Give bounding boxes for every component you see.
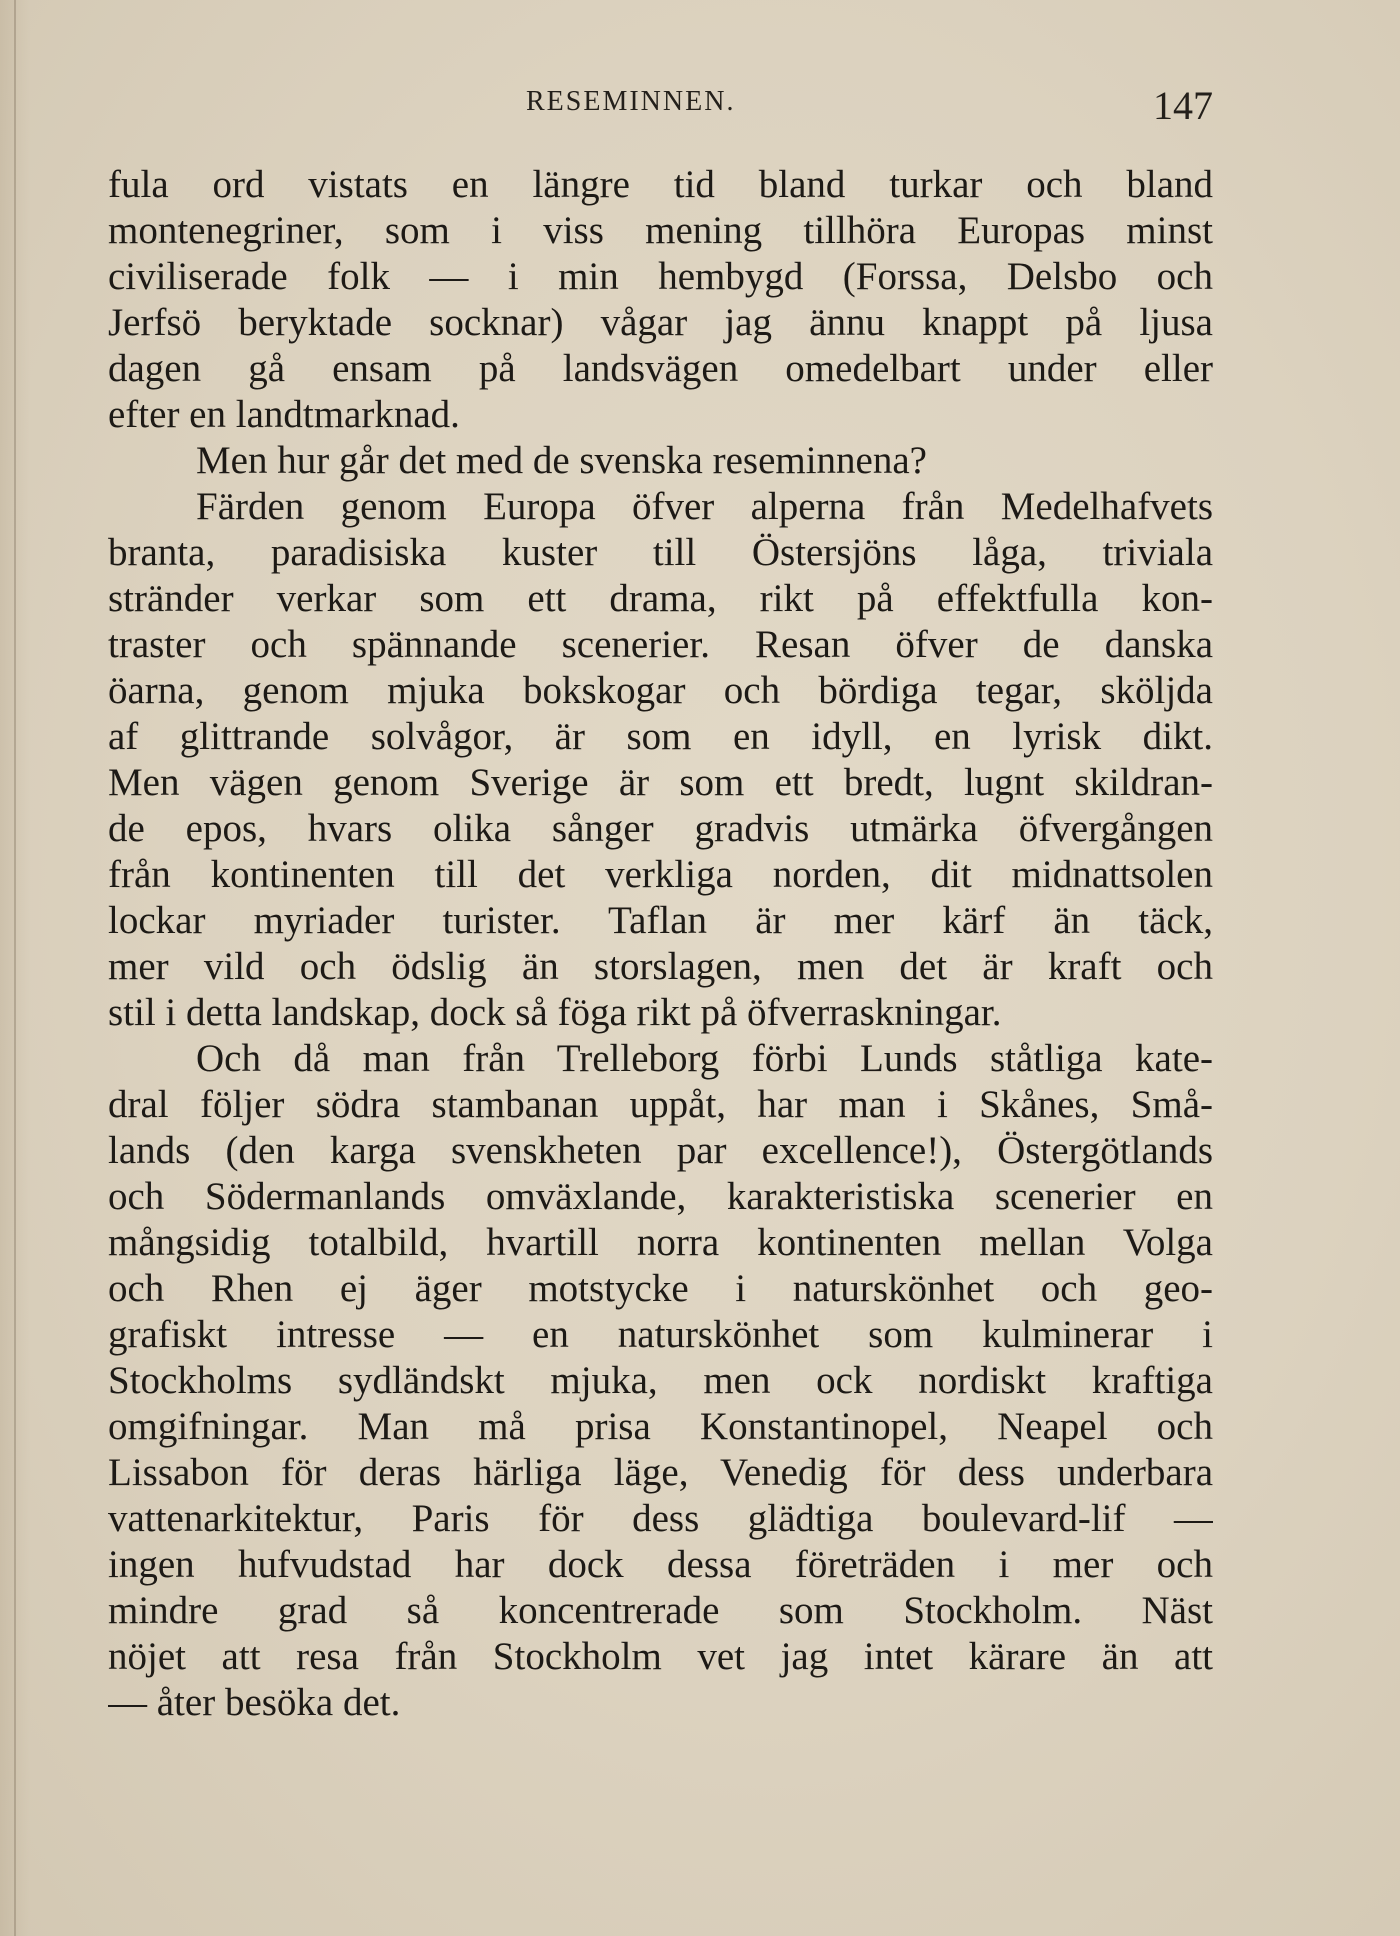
text-line: Stockholms sydländskt mjuka, men ock nordiskt kraftiga bbox=[108, 1359, 1213, 1402]
text-line: vattenarkitektur, Paris för dess glädtiga boulevard-lif — bbox=[108, 1497, 1213, 1540]
text-line: omgifningar. Man må prisa Konstantinopel, Neapel och bbox=[108, 1405, 1213, 1448]
text-line: Lissabon för deras härliga läge, Venedig för dess underbara bbox=[108, 1451, 1213, 1494]
running-head-title: RESEMINNEN. bbox=[526, 86, 736, 117]
text-line: dral följer södra stambanan uppåt, har man i Skånes, Små- bbox=[108, 1083, 1213, 1126]
text-line: och Södermanlands omväxlande, karakteristiska scenerier en bbox=[108, 1175, 1213, 1218]
page-number: 147 bbox=[1153, 83, 1213, 128]
text-line: öarna, genom mjuka bokskogar och bördiga tegar, sköljda bbox=[108, 669, 1213, 712]
text-line: branta, paradisiska kuster till Östersjöns låga, triviala bbox=[108, 531, 1213, 574]
text-line: civiliserade folk — i min hembygd (Forssa, Delsbo och bbox=[108, 255, 1213, 298]
text-line: — åter besöka det. bbox=[108, 1681, 401, 1724]
text-line: dagen gå ensam på landsvägen omedelbart under eller bbox=[108, 347, 1213, 390]
page-gutter-edge bbox=[14, 0, 16, 1936]
text-line: nöjet att resa från Stockholm vet jag intet kärare än att bbox=[108, 1635, 1213, 1678]
text-line: grafiskt intresse — en naturskönhet som kulminerar i bbox=[108, 1313, 1213, 1356]
body-text bbox=[108, 162, 1213, 1726]
text-line: mer vild och ödslig än storslagen, men det är kraft och bbox=[108, 945, 1213, 988]
running-head bbox=[108, 83, 1213, 128]
text-line: montenegriner, som i viss mening tillhöra Europas minst bbox=[108, 209, 1213, 252]
text-line: efter en landtmarknad. bbox=[108, 393, 460, 436]
text-line: de epos, hvars olika sånger gradvis utmärka öfvergången bbox=[108, 807, 1213, 850]
text-line: stränder verkar som ett drama, rikt på effektfulla kon- bbox=[108, 577, 1213, 620]
text-line: Men hur går det med de svenska reseminnena? bbox=[196, 439, 927, 482]
text-line: fula ord vistats en längre tid bland turkar och bland bbox=[108, 163, 1213, 206]
text-line: och Rhen ej äger motstycke i naturskönhet och geo- bbox=[108, 1267, 1213, 1310]
text-line: lands (den karga svenskheten par excellence!), Östergötlands bbox=[108, 1129, 1213, 1172]
text-line: Men vägen genom Sverige är som ett bredt, lugnt skildran- bbox=[108, 761, 1213, 804]
text-line: mindre grad så koncentrerade som Stockholm. Näst bbox=[108, 1589, 1213, 1632]
text-line: mångsidig totalbild, hvartill norra kontinenten mellan Volga bbox=[108, 1221, 1213, 1264]
text-line: från kontinenten till det verkliga norden, dit midnattsolen bbox=[108, 853, 1213, 896]
text-line: stil i detta landskap, dock så föga rikt på öfverraskningar. bbox=[108, 991, 1002, 1034]
text-line: lockar myriader turister. Taflan är mer kärf än täck, bbox=[108, 899, 1213, 942]
text-line: Färden genom Europa öfver alperna från Medelhafvets bbox=[196, 485, 1213, 528]
text-line: Jerfsö beryktade socknar) vågar jag ännu knappt på ljusa bbox=[108, 301, 1213, 344]
text-line: Och då man från Trelleborg förbi Lunds ståtliga kate- bbox=[196, 1037, 1213, 1080]
text-line: traster och spännande scenerier. Resan öfver de danska bbox=[108, 623, 1213, 666]
text-line: af glittrande solvågor, är som en idyll, en lyrisk dikt. bbox=[108, 715, 1213, 758]
text-line: ingen hufvudstad har dock dessa företräden i mer och bbox=[108, 1543, 1213, 1586]
